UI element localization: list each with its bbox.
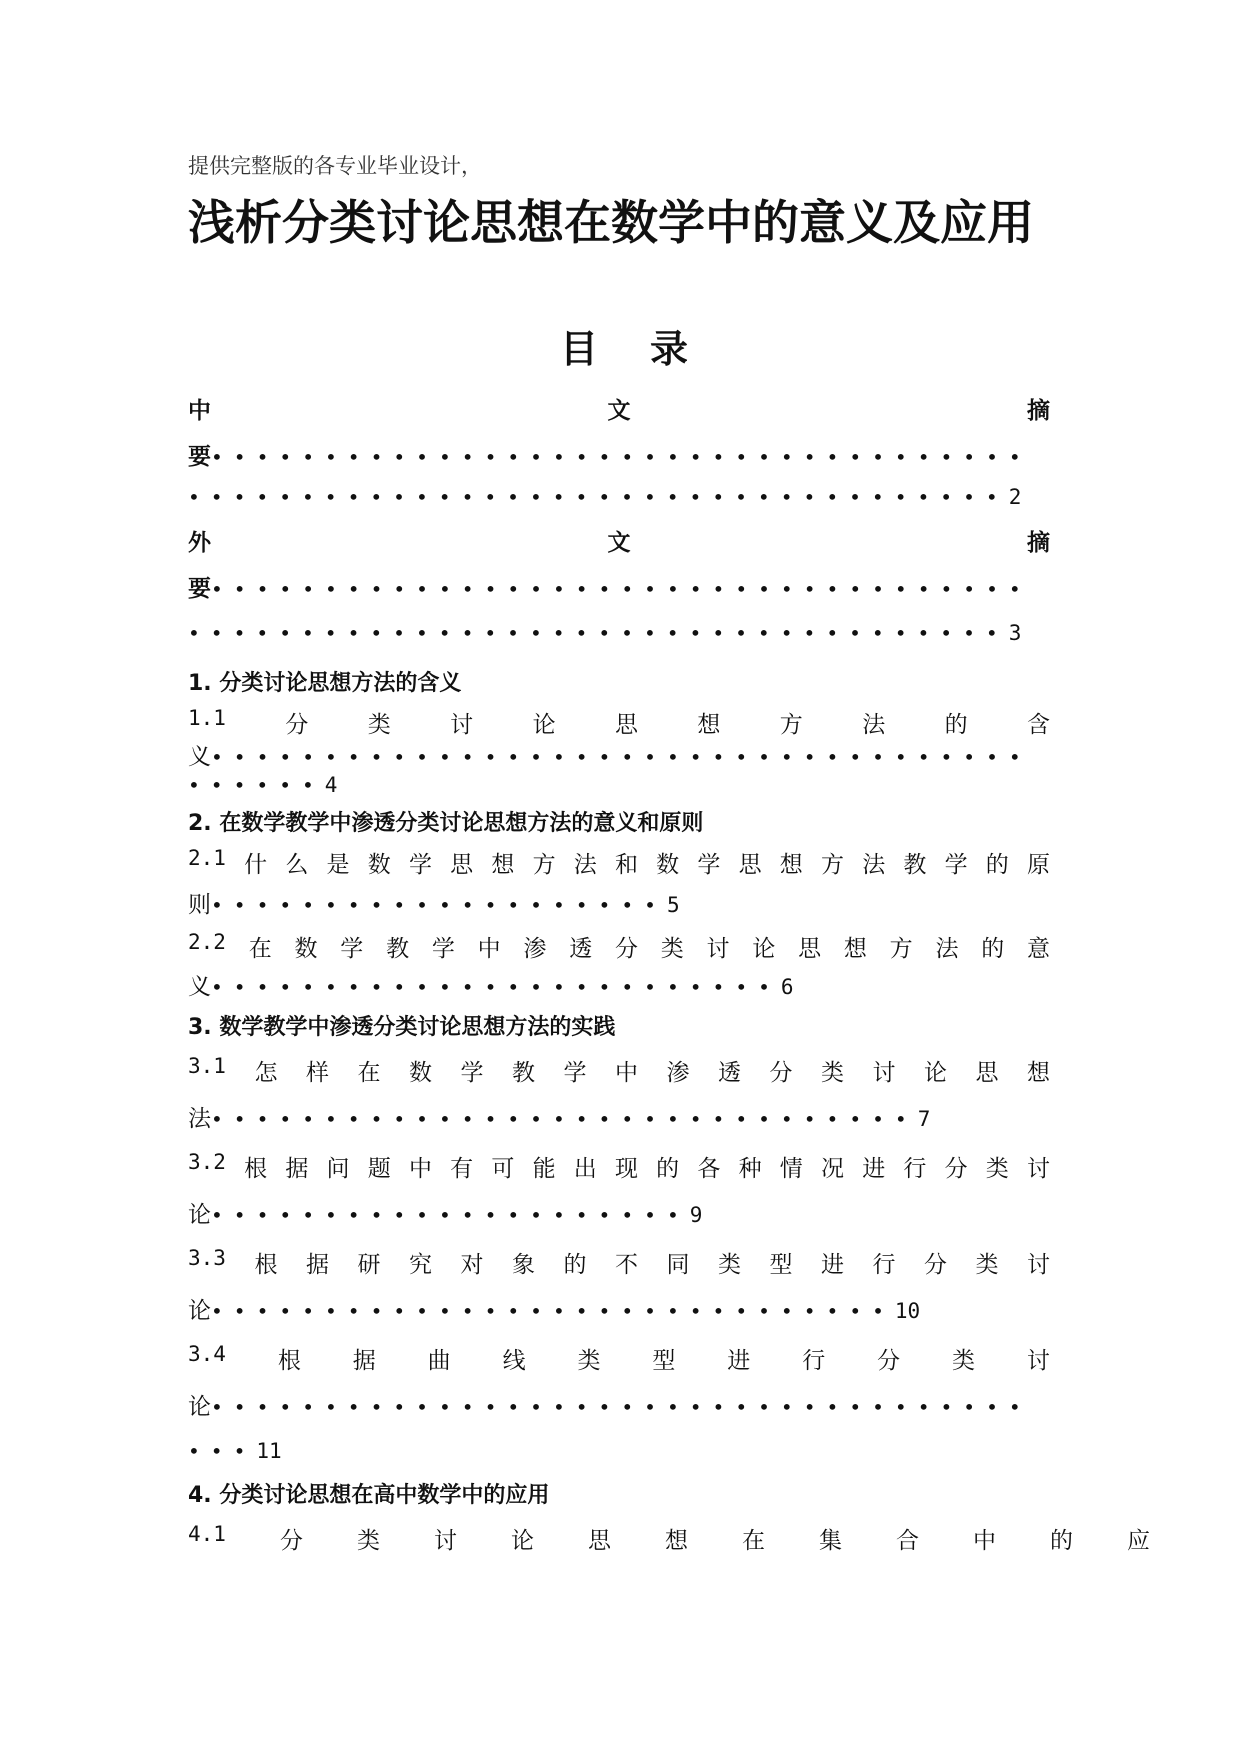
toc-char: 问 [326, 1156, 350, 1182]
toc-char: 类 [717, 1252, 741, 1278]
toc-char: 学 [460, 1060, 484, 1086]
toc-entry-3-4-cont [188, 1388, 1032, 1421]
toc-char: 的 [985, 852, 1009, 878]
toc-char: 摘 [1027, 530, 1050, 556]
toc-entry-3-2[interactable] [188, 1150, 1050, 1183]
toc-char: 摘 [1027, 398, 1050, 424]
toc-char: 的 [656, 1156, 680, 1182]
toc-char: 应 [1126, 1528, 1150, 1554]
section-number: 1.1 [188, 706, 226, 730]
toc-char: 分 [285, 712, 309, 738]
toc-char: 教 [386, 936, 410, 962]
toc-char: 文 [607, 530, 631, 556]
toc-char: 法 [935, 936, 959, 962]
toc-char: 有 [450, 1156, 474, 1182]
page-number: 9 [689, 1203, 703, 1227]
toc-char: 类 [975, 1252, 999, 1278]
toc-char: 透 [717, 1060, 741, 1086]
toc-char: 思 [798, 936, 822, 962]
toc-char: 透 [569, 936, 593, 962]
toc-char: 思 [587, 1528, 611, 1554]
toc-char: 在 [248, 936, 272, 962]
toc-char: 讨 [433, 1528, 457, 1554]
toc-char: 论 [923, 1060, 947, 1086]
toc-char: 的 [563, 1252, 587, 1278]
toc-char: 渗 [666, 1060, 690, 1086]
page-number: 4 [324, 773, 338, 797]
toc-char: 讨 [706, 936, 730, 962]
toc-char: 论 [752, 936, 776, 962]
section-number: 3.4 [188, 1342, 226, 1366]
toc-char: 中 [188, 398, 211, 424]
dot-leader: •••••••••••••••••••••••••••••••••••• [211, 445, 1032, 469]
toc-char: 文 [607, 398, 631, 424]
toc-char: 要 [188, 576, 211, 602]
section-number: 3.3 [188, 1246, 226, 1270]
toc-entry-abstract-cn-cont2 [188, 484, 1021, 510]
toc-entry-1-1-cont2 [188, 772, 337, 798]
toc-char: 学 [408, 852, 432, 878]
toc-char: 究 [408, 1252, 432, 1278]
toc-char: 讨 [1027, 1156, 1050, 1182]
toc-char: 分 [614, 936, 638, 962]
toc-char: 数 [367, 852, 391, 878]
toc-char: 类 [985, 1156, 1009, 1182]
section-3-heading[interactable]: 3. 数学教学中渗透分类讨论思想方法的实践 [188, 1015, 616, 1040]
dot-leader: •••••••••••••••••••••••••••••• [211, 1299, 895, 1323]
dot-leader: •••••• [188, 773, 325, 797]
toc-char: 中 [408, 1156, 432, 1182]
section-2-heading[interactable]: 2. 在数学教学中渗透分类讨论思想方法的意义和原则 [188, 811, 704, 836]
toc-char: 行 [872, 1252, 896, 1278]
toc-char: 么 [285, 852, 309, 878]
toc-char: 法 [862, 712, 886, 738]
toc-entry-abstract-en[interactable] [188, 524, 1050, 557]
toc-char: 类 [660, 936, 684, 962]
section-1-heading[interactable]: 1. 分类讨论思想方法的含义 [188, 671, 462, 696]
dot-leader: ••••••••••••••••••••• [211, 1203, 690, 1227]
toc-char: 研 [357, 1252, 381, 1278]
toc-entry-2-1-cont [188, 886, 680, 919]
toc-char: 类 [577, 1348, 601, 1374]
toc-char: 数 [656, 852, 680, 878]
toc-char: 学 [340, 936, 364, 962]
toc-char: 中 [477, 936, 501, 962]
toc-entry-3-4[interactable] [188, 1342, 1050, 1375]
toc-char: 教 [903, 852, 927, 878]
toc-char: 型 [652, 1348, 676, 1374]
page-number: 3 [1008, 621, 1022, 645]
toc-heading [560, 318, 688, 373]
toc-char: 思 [614, 712, 638, 738]
toc-char: 方 [779, 712, 803, 738]
toc-char: 同 [666, 1252, 690, 1278]
toc-char: 学 [563, 1060, 587, 1086]
toc-char: 和 [614, 852, 638, 878]
toc-char: 法 [573, 852, 597, 878]
dot-leader: •••••••••••••••••••••••••••••••••••• [188, 621, 1009, 645]
toc-char: 分 [769, 1060, 793, 1086]
toc-char: 在 [357, 1060, 381, 1086]
toc-char: 方 [889, 936, 913, 962]
toc-char: 义 [188, 744, 211, 770]
toc-char: 想 [1026, 1060, 1050, 1086]
toc-entry-4-1[interactable] [188, 1522, 1150, 1555]
toc-entry-abstract-en-cont [188, 570, 1032, 603]
toc-char: 学 [431, 936, 455, 962]
toc-entry-2-2-cont [188, 968, 794, 1001]
section-4-heading[interactable]: 4. 分类讨论思想在高中数学中的应用 [188, 1483, 550, 1508]
toc-char: 是 [326, 852, 350, 878]
toc-char: 想 [843, 936, 867, 962]
dot-leader: •••••••••••••••••••••••••••••••••••• [211, 745, 1032, 769]
toc-char: 行 [802, 1348, 826, 1374]
toc-char: 思 [738, 852, 762, 878]
toc-char: 行 [903, 1156, 927, 1182]
toc-char: 类 [356, 1528, 380, 1554]
toc-char: 学 [944, 852, 968, 878]
dot-leader: •••••••••••••••••••••••••••••••••••• [188, 485, 1009, 509]
toc-entry-3-3[interactable] [188, 1246, 1050, 1279]
toc-char: 的 [981, 936, 1005, 962]
toc-char: 对 [460, 1252, 484, 1278]
toc-char: 进 [727, 1348, 751, 1374]
toc-heading-char: 录 [650, 327, 689, 371]
toc-char: 据 [285, 1156, 309, 1182]
toc-char: 根 [277, 1348, 301, 1374]
toc-char: 根 [254, 1252, 278, 1278]
toc-char: 能 [532, 1156, 556, 1182]
toc-char: 现 [614, 1156, 638, 1182]
page-number: 5 [666, 893, 680, 917]
toc-char: 中 [614, 1060, 638, 1086]
toc-char: 什 [244, 852, 268, 878]
toc-char: 分 [279, 1528, 303, 1554]
toc-char: 各 [697, 1156, 721, 1182]
toc-char: 论 [532, 712, 556, 738]
toc-char: 曲 [427, 1348, 451, 1374]
toc-char: 类 [820, 1060, 844, 1086]
toc-char: 进 [862, 1156, 886, 1182]
toc-char: 则 [188, 892, 211, 918]
toc-entry-2-2[interactable] [188, 930, 1050, 963]
toc-char: 况 [820, 1156, 844, 1182]
toc-char: 种 [738, 1156, 762, 1182]
dot-leader: ••• [188, 1439, 257, 1463]
toc-char: 类 [952, 1348, 975, 1374]
document-title: 浅析分类讨论思想在数学中的意义及应用 [188, 196, 1034, 251]
toc-entry-abstract-cn[interactable] [188, 392, 1050, 425]
toc-char: 分 [877, 1348, 901, 1374]
toc-char: 方 [532, 852, 556, 878]
toc-char: 法 [862, 852, 886, 878]
toc-char: 的 [944, 712, 968, 738]
toc-char: 类 [367, 712, 391, 738]
toc-char: 的 [1049, 1528, 1073, 1554]
section-number: 2.2 [188, 930, 226, 954]
toc-char: 怎 [254, 1060, 278, 1086]
toc-char: 渗 [523, 936, 547, 962]
toc-char: 法 [188, 1106, 211, 1132]
toc-char: 分 [944, 1156, 968, 1182]
dot-leader: ••••••••••••••••••••••••••••••• [211, 1107, 918, 1131]
toc-char: 出 [573, 1156, 597, 1182]
toc-entry-1-1-cont [188, 738, 1032, 771]
toc-char: 教 [511, 1060, 535, 1086]
toc-entry-3-1[interactable] [188, 1054, 1050, 1087]
page-number: 7 [917, 1107, 931, 1131]
toc-entry-3-3-cont [188, 1292, 920, 1325]
toc-entry-3-4-cont2 [188, 1438, 282, 1464]
toc-char: 思 [450, 852, 474, 878]
toc-char: 想 [491, 852, 515, 878]
toc-char: 型 [769, 1252, 793, 1278]
toc-char: 方 [820, 852, 844, 878]
toc-char: 数 [294, 936, 318, 962]
toc-char: 论 [188, 1394, 211, 1420]
toc-char: 分 [923, 1252, 947, 1278]
toc-char: 讨 [872, 1060, 896, 1086]
toc-entry-3-1-cont [188, 1100, 930, 1133]
toc-char: 思 [975, 1060, 999, 1086]
section-number: 3.1 [188, 1054, 226, 1078]
toc-char: 讨 [1026, 1252, 1050, 1278]
toc-char: 不 [614, 1252, 638, 1278]
toc-char: 原 [1027, 852, 1050, 878]
toc-char: 讨 [1026, 1348, 1050, 1374]
dot-leader: •••••••••••••••••••••••••••••••••••• [211, 577, 1032, 601]
page-number: 2 [1008, 485, 1022, 509]
toc-char: 外 [188, 530, 211, 556]
toc-char: 义 [188, 974, 211, 1000]
page-number: 10 [894, 1299, 921, 1323]
toc-entry-abstract-cn-cont [188, 438, 1032, 471]
toc-entry-1-1[interactable] [188, 706, 1050, 739]
toc-char: 要 [188, 444, 211, 470]
toc-entry-3-2-cont [188, 1196, 702, 1229]
toc-char: 题 [367, 1156, 391, 1182]
toc-char: 在 [741, 1528, 765, 1554]
toc-char: 含 [1027, 712, 1050, 738]
toc-char: 论 [188, 1298, 211, 1324]
toc-char: 情 [779, 1156, 803, 1182]
toc-char: 论 [188, 1202, 211, 1228]
toc-char: 据 [305, 1252, 329, 1278]
page-number: 6 [780, 975, 794, 999]
toc-char: 讨 [450, 712, 474, 738]
toc-char: 数 [408, 1060, 432, 1086]
toc-entry-2-1[interactable] [188, 846, 1050, 879]
toc-char: 集 [818, 1528, 842, 1554]
header-note: 提供完整版的各专业毕业设计， [188, 154, 482, 178]
toc-char: 进 [820, 1252, 844, 1278]
section-number: 3.2 [188, 1150, 226, 1174]
toc-char: 可 [491, 1156, 515, 1182]
toc-char: 学 [697, 852, 721, 878]
toc-char: 据 [352, 1348, 376, 1374]
toc-entry-abstract-en-cont2 [188, 620, 1021, 646]
dot-leader: •••••••••••••••••••• [211, 893, 667, 917]
section-number: 2.1 [188, 846, 226, 870]
toc-char: 根 [244, 1156, 268, 1182]
toc-char: 象 [511, 1252, 535, 1278]
toc-char: 线 [502, 1348, 526, 1374]
toc-char: 论 [510, 1528, 534, 1554]
toc-char: 想 [697, 712, 721, 738]
toc-heading-char: 目 [560, 327, 599, 371]
dot-leader: ••••••••••••••••••••••••• [211, 975, 781, 999]
toc-char: 中 [972, 1528, 996, 1554]
toc-char: 合 [895, 1528, 919, 1554]
toc-char: 样 [305, 1060, 329, 1086]
toc-char: 想 [779, 852, 803, 878]
toc-char: 意 [1027, 936, 1050, 962]
toc-char: 想 [664, 1528, 688, 1554]
section-number: 4.1 [188, 1522, 226, 1546]
page-number: 11 [256, 1439, 282, 1463]
dot-leader: •••••••••••••••••••••••••••••••••••• [211, 1395, 1032, 1419]
